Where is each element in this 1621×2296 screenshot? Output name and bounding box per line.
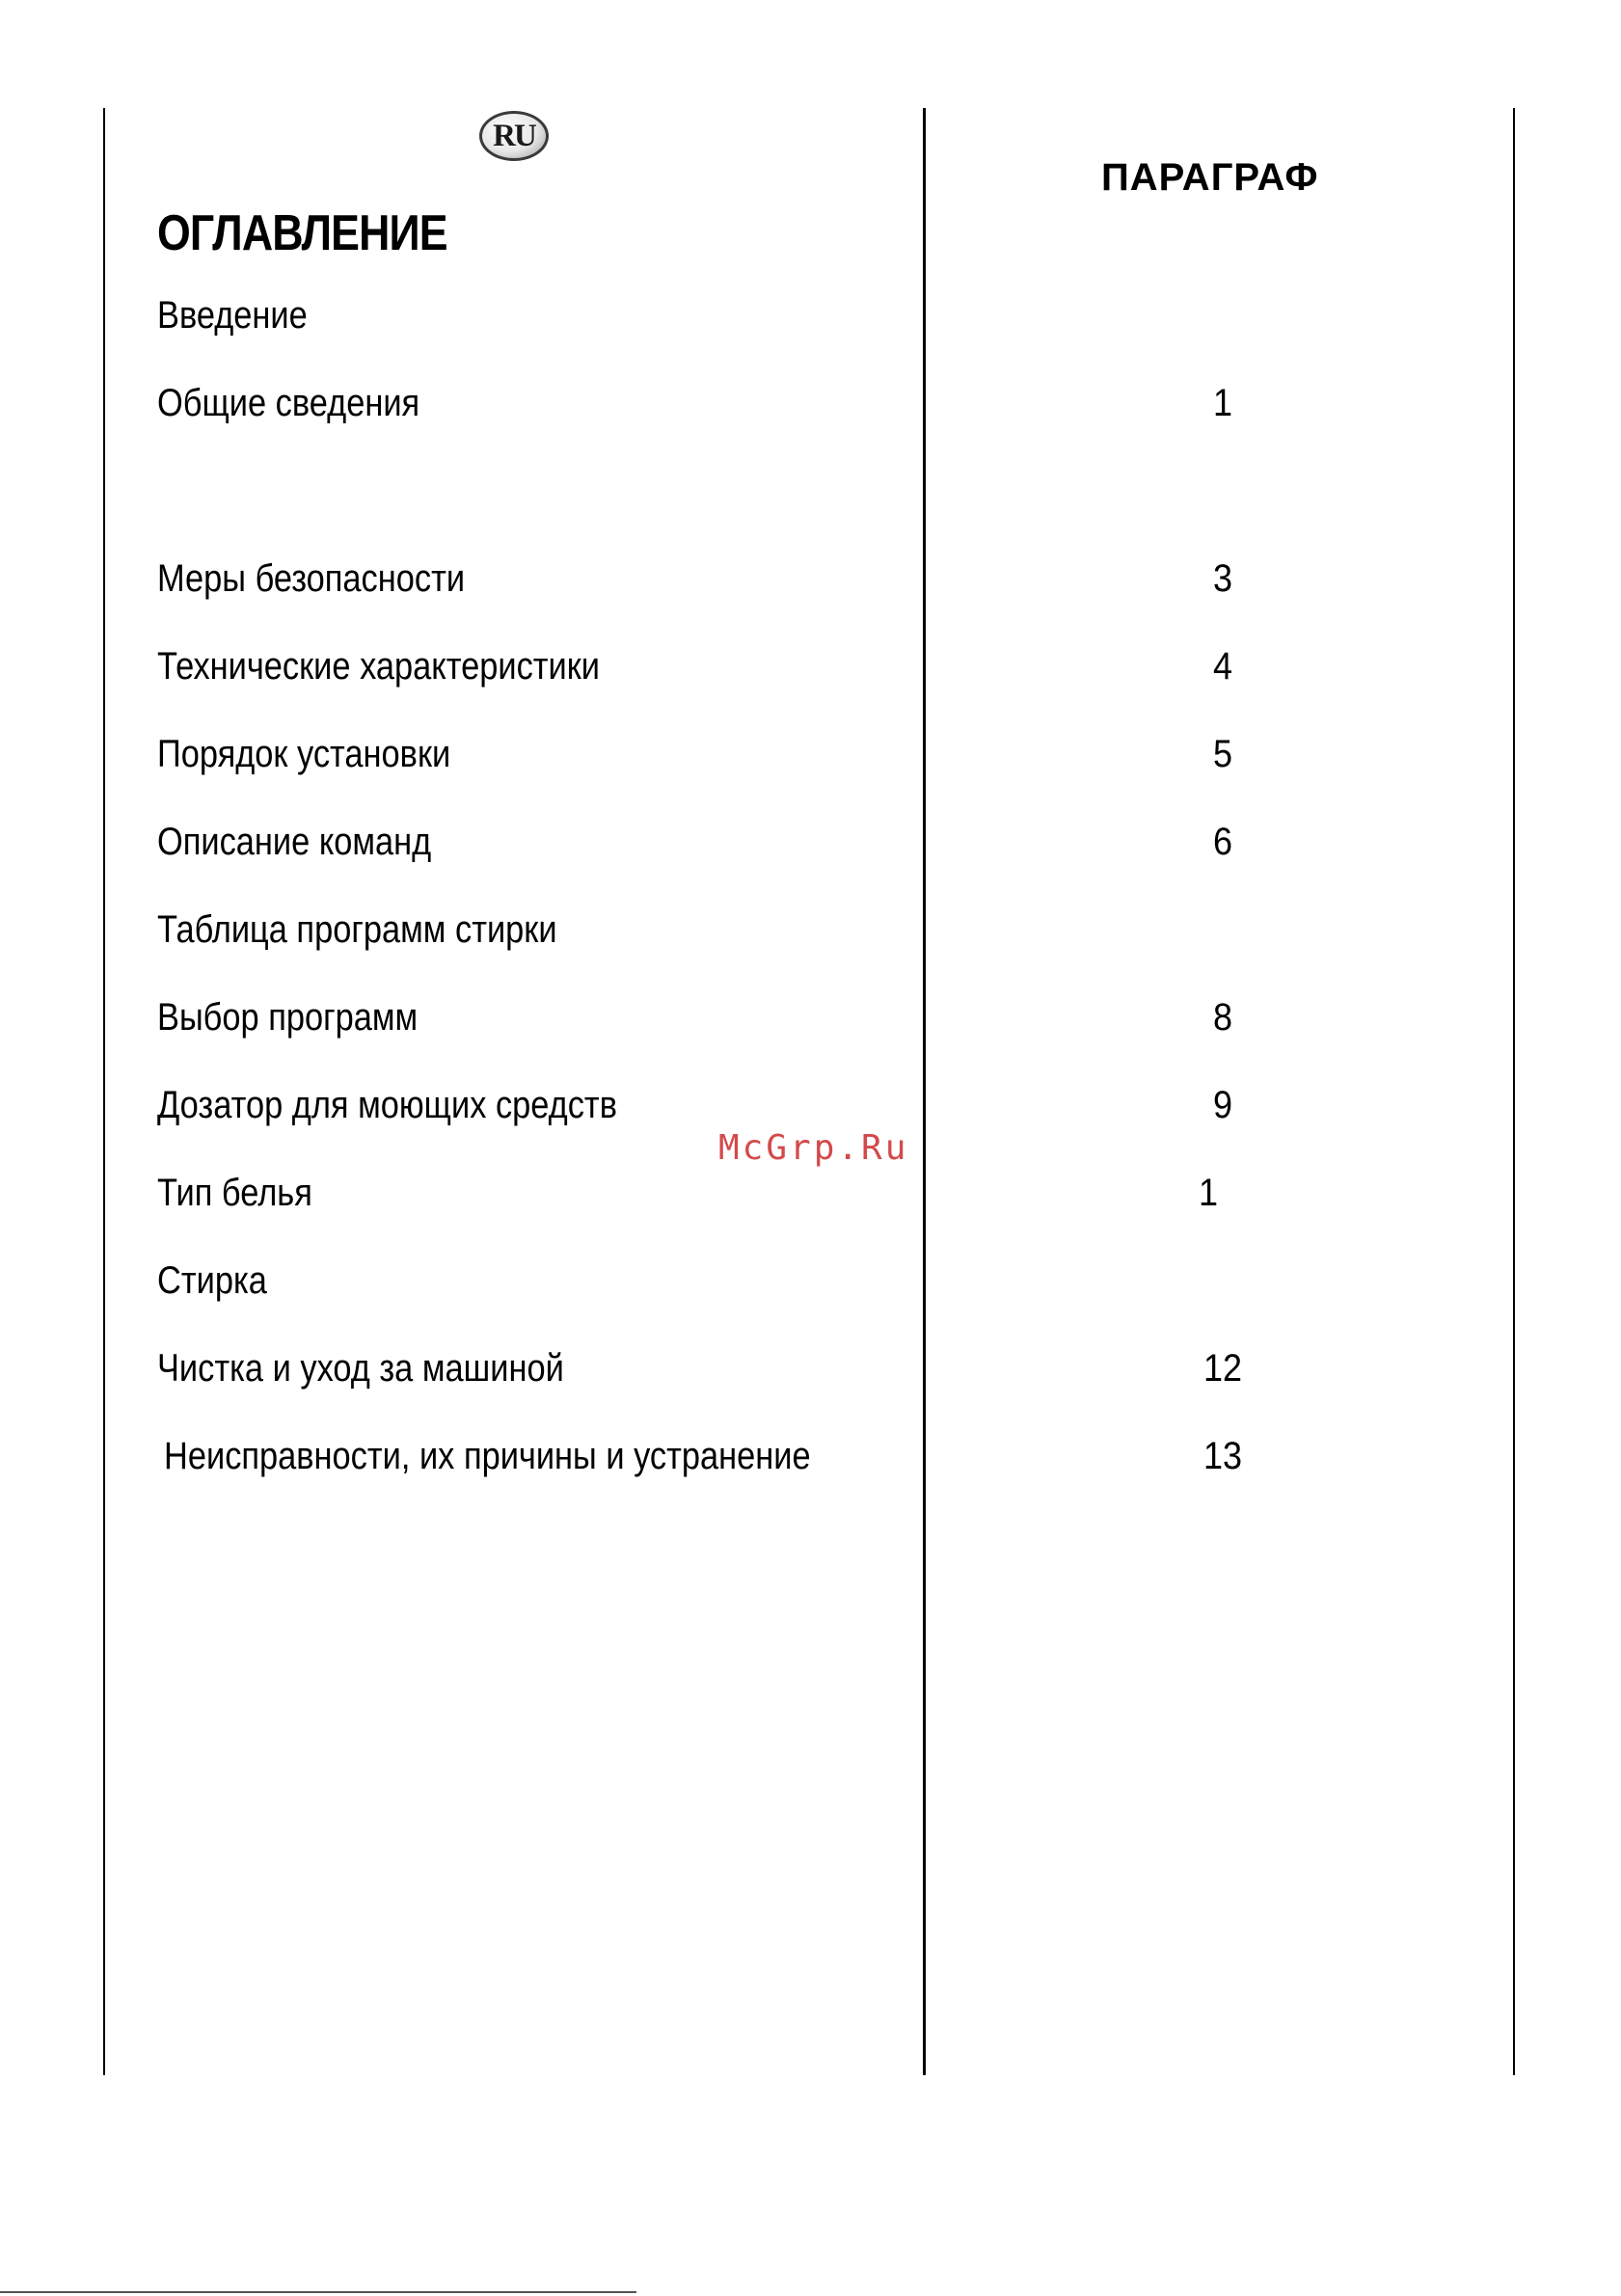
toc-label: Тип белья — [157, 1172, 312, 1214]
toc-label: Таблица программ стирки — [157, 908, 557, 951]
toc-number: 5 — [1212, 733, 1233, 775]
toc-row — [0, 294, 1621, 352]
toc-number: 1 — [1198, 1172, 1219, 1214]
page-title: ОГЛАВЛЕНИЕ — [157, 205, 447, 261]
toc-label: Общие сведения — [157, 382, 420, 424]
toc-row — [0, 821, 1621, 878]
toc-label: Дозатор для моющих средств — [157, 1084, 617, 1126]
toc-row — [0, 645, 1621, 703]
toc-row — [0, 1347, 1621, 1405]
toc-label: Меры безопасности — [157, 557, 466, 600]
column-header-paragraph: ПАРАГРАФ — [1101, 156, 1319, 199]
toc-number: 9 — [1212, 1084, 1233, 1126]
toc-row — [0, 557, 1621, 615]
toc-label: Выбор программ — [157, 996, 419, 1039]
toc-label: Чистка и уход за машиной — [157, 1347, 564, 1390]
watermark: McGrp.Ru — [718, 1128, 909, 1168]
toc-number: 4 — [1212, 645, 1233, 688]
toc-number: 8 — [1212, 996, 1233, 1039]
toc-row — [0, 1435, 1621, 1493]
toc-label: Стирка — [157, 1259, 267, 1302]
language-badge — [479, 111, 549, 161]
language-badge-text: RU — [493, 118, 535, 153]
toc-row — [0, 1172, 1621, 1229]
toc-row — [0, 733, 1621, 791]
footer-line — [0, 2291, 636, 2293]
toc-number: 6 — [1212, 821, 1233, 863]
toc-number: 1 — [1212, 382, 1233, 424]
toc-row — [0, 996, 1621, 1054]
toc-label: Технические характеристики — [157, 645, 601, 688]
toc-number: 3 — [1212, 557, 1233, 600]
toc-number: 12 — [1202, 1347, 1243, 1390]
toc-row — [0, 1259, 1621, 1317]
toc-label: Описание команд — [157, 821, 432, 863]
toc-label: Введение — [157, 294, 308, 337]
toc-label: Неисправности, их причины и устранение — [164, 1435, 811, 1477]
toc-label: Порядок установки — [157, 733, 451, 775]
toc-row — [0, 908, 1621, 966]
toc-row — [0, 382, 1621, 440]
toc-number: 13 — [1202, 1435, 1243, 1477]
